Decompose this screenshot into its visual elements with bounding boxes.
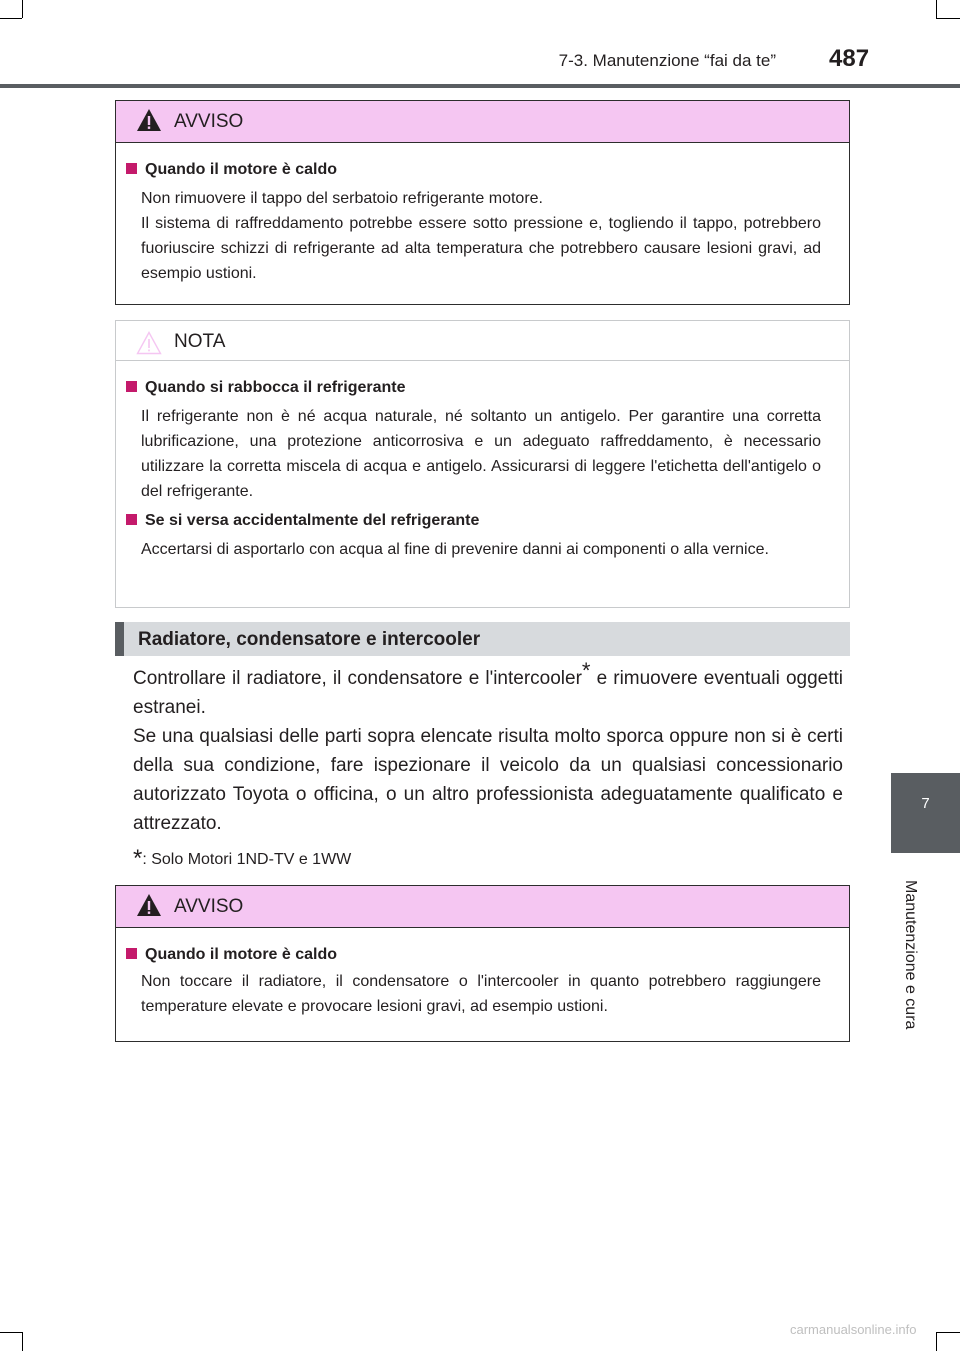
warning-header — [116, 101, 849, 143]
footnote: *: Solo Motori 1ND-TV e 1WW — [133, 845, 352, 872]
section-heading-bar — [115, 622, 850, 656]
chapter-tab — [891, 773, 960, 853]
bullet-square-icon — [126, 381, 137, 392]
warning-box — [115, 100, 850, 305]
warning-text: Non rimuovere il tappo del serbatoio refrigerante motore. Il sistema di raffreddamento potrebbe essere sotto pressione e, togliendo il tappo, potrebbero fuoriuscire schizzi di refrigerante ad alta temperatura che potrebbero causare lesioni gravi, ad esempio ustioni. — [141, 190, 821, 282]
warning-label: AVVISO — [174, 896, 244, 917]
body-paragraph: Controllare il radiatore, il condensatore e l'intercooler* e rimuovere eventuali oggetti estranei. — [133, 658, 843, 718]
caution-triangle-icon — [136, 331, 162, 355]
note-box — [115, 320, 850, 608]
body-paragraph: Se una qualsiasi delle parti sopra elencate risulta molto sporca oppure non si è certi della sua condizione, fare ispezionare il veicolo da un qualsiasi concessionario autorizzato Toyota o officina, o un altro professionista adeguatamente qualificato e attrezzato. — [133, 726, 843, 834]
bullet-square-icon — [126, 514, 137, 525]
chapter-number: 7 — [921, 795, 930, 812]
note-header — [116, 321, 849, 361]
section-title: Radiatore, condensatore e intercooler — [138, 629, 481, 650]
warning-item-title: Quando il motore è caldo — [126, 946, 337, 964]
crop-mark — [22, 0, 23, 18]
note-text: Il refrigerante non è né acqua naturale, né soltanto un antigelo. Per garantire una corretta lubrificazione, una protezione anticorrosiva e un adeguato raffreddamento, è necessario utilizzare la corretta miscela di acqua e antigelo. Assicurarsi di leggere l'etichetta dell'antigelo o del refrigerante. — [141, 408, 821, 500]
header-rule — [0, 84, 960, 88]
warning-label: AVVISO — [174, 111, 244, 132]
crop-mark — [0, 18, 22, 19]
crop-mark — [0, 1332, 22, 1333]
note-item-title: Se si versa accidentalmente del refrigerante — [126, 512, 479, 530]
crop-mark — [936, 18, 960, 19]
crop-mark — [936, 1332, 960, 1333]
crop-mark — [22, 1332, 23, 1351]
crop-mark — [936, 1332, 937, 1351]
bullet-square-icon — [126, 163, 137, 174]
warning-triangle-icon — [136, 893, 162, 917]
note-label: NOTA — [174, 331, 226, 352]
warning-box — [115, 885, 850, 1042]
warning-text: Non toccare il radiatore, il condensatore o l'intercooler in quanto potrebbero raggiungere temperature elevate e provocare lesioni gravi, ad esempio ustioni. — [141, 973, 821, 1015]
chapter-label: Manutenzione e cura — [902, 880, 919, 1030]
page-number: 487 — [829, 45, 870, 72]
note-text: Accertarsi di asportarlo con acqua al fine di prevenire danni ai componenti o alla vernice. — [141, 541, 769, 558]
header-section-title: 7-3. Manutenzione “fai da te” — [558, 51, 776, 70]
watermark: carmanualsonline.info — [790, 1322, 917, 1337]
bullet-square-icon — [126, 948, 137, 959]
crop-mark — [936, 0, 937, 18]
note-item-title: Quando si rabbocca il refrigerante — [126, 379, 406, 397]
warning-item-title: Quando il motore è caldo — [126, 161, 337, 179]
footnote-marker: * — [581, 658, 591, 683]
warning-triangle-icon — [136, 108, 162, 132]
warning-header — [116, 886, 849, 928]
